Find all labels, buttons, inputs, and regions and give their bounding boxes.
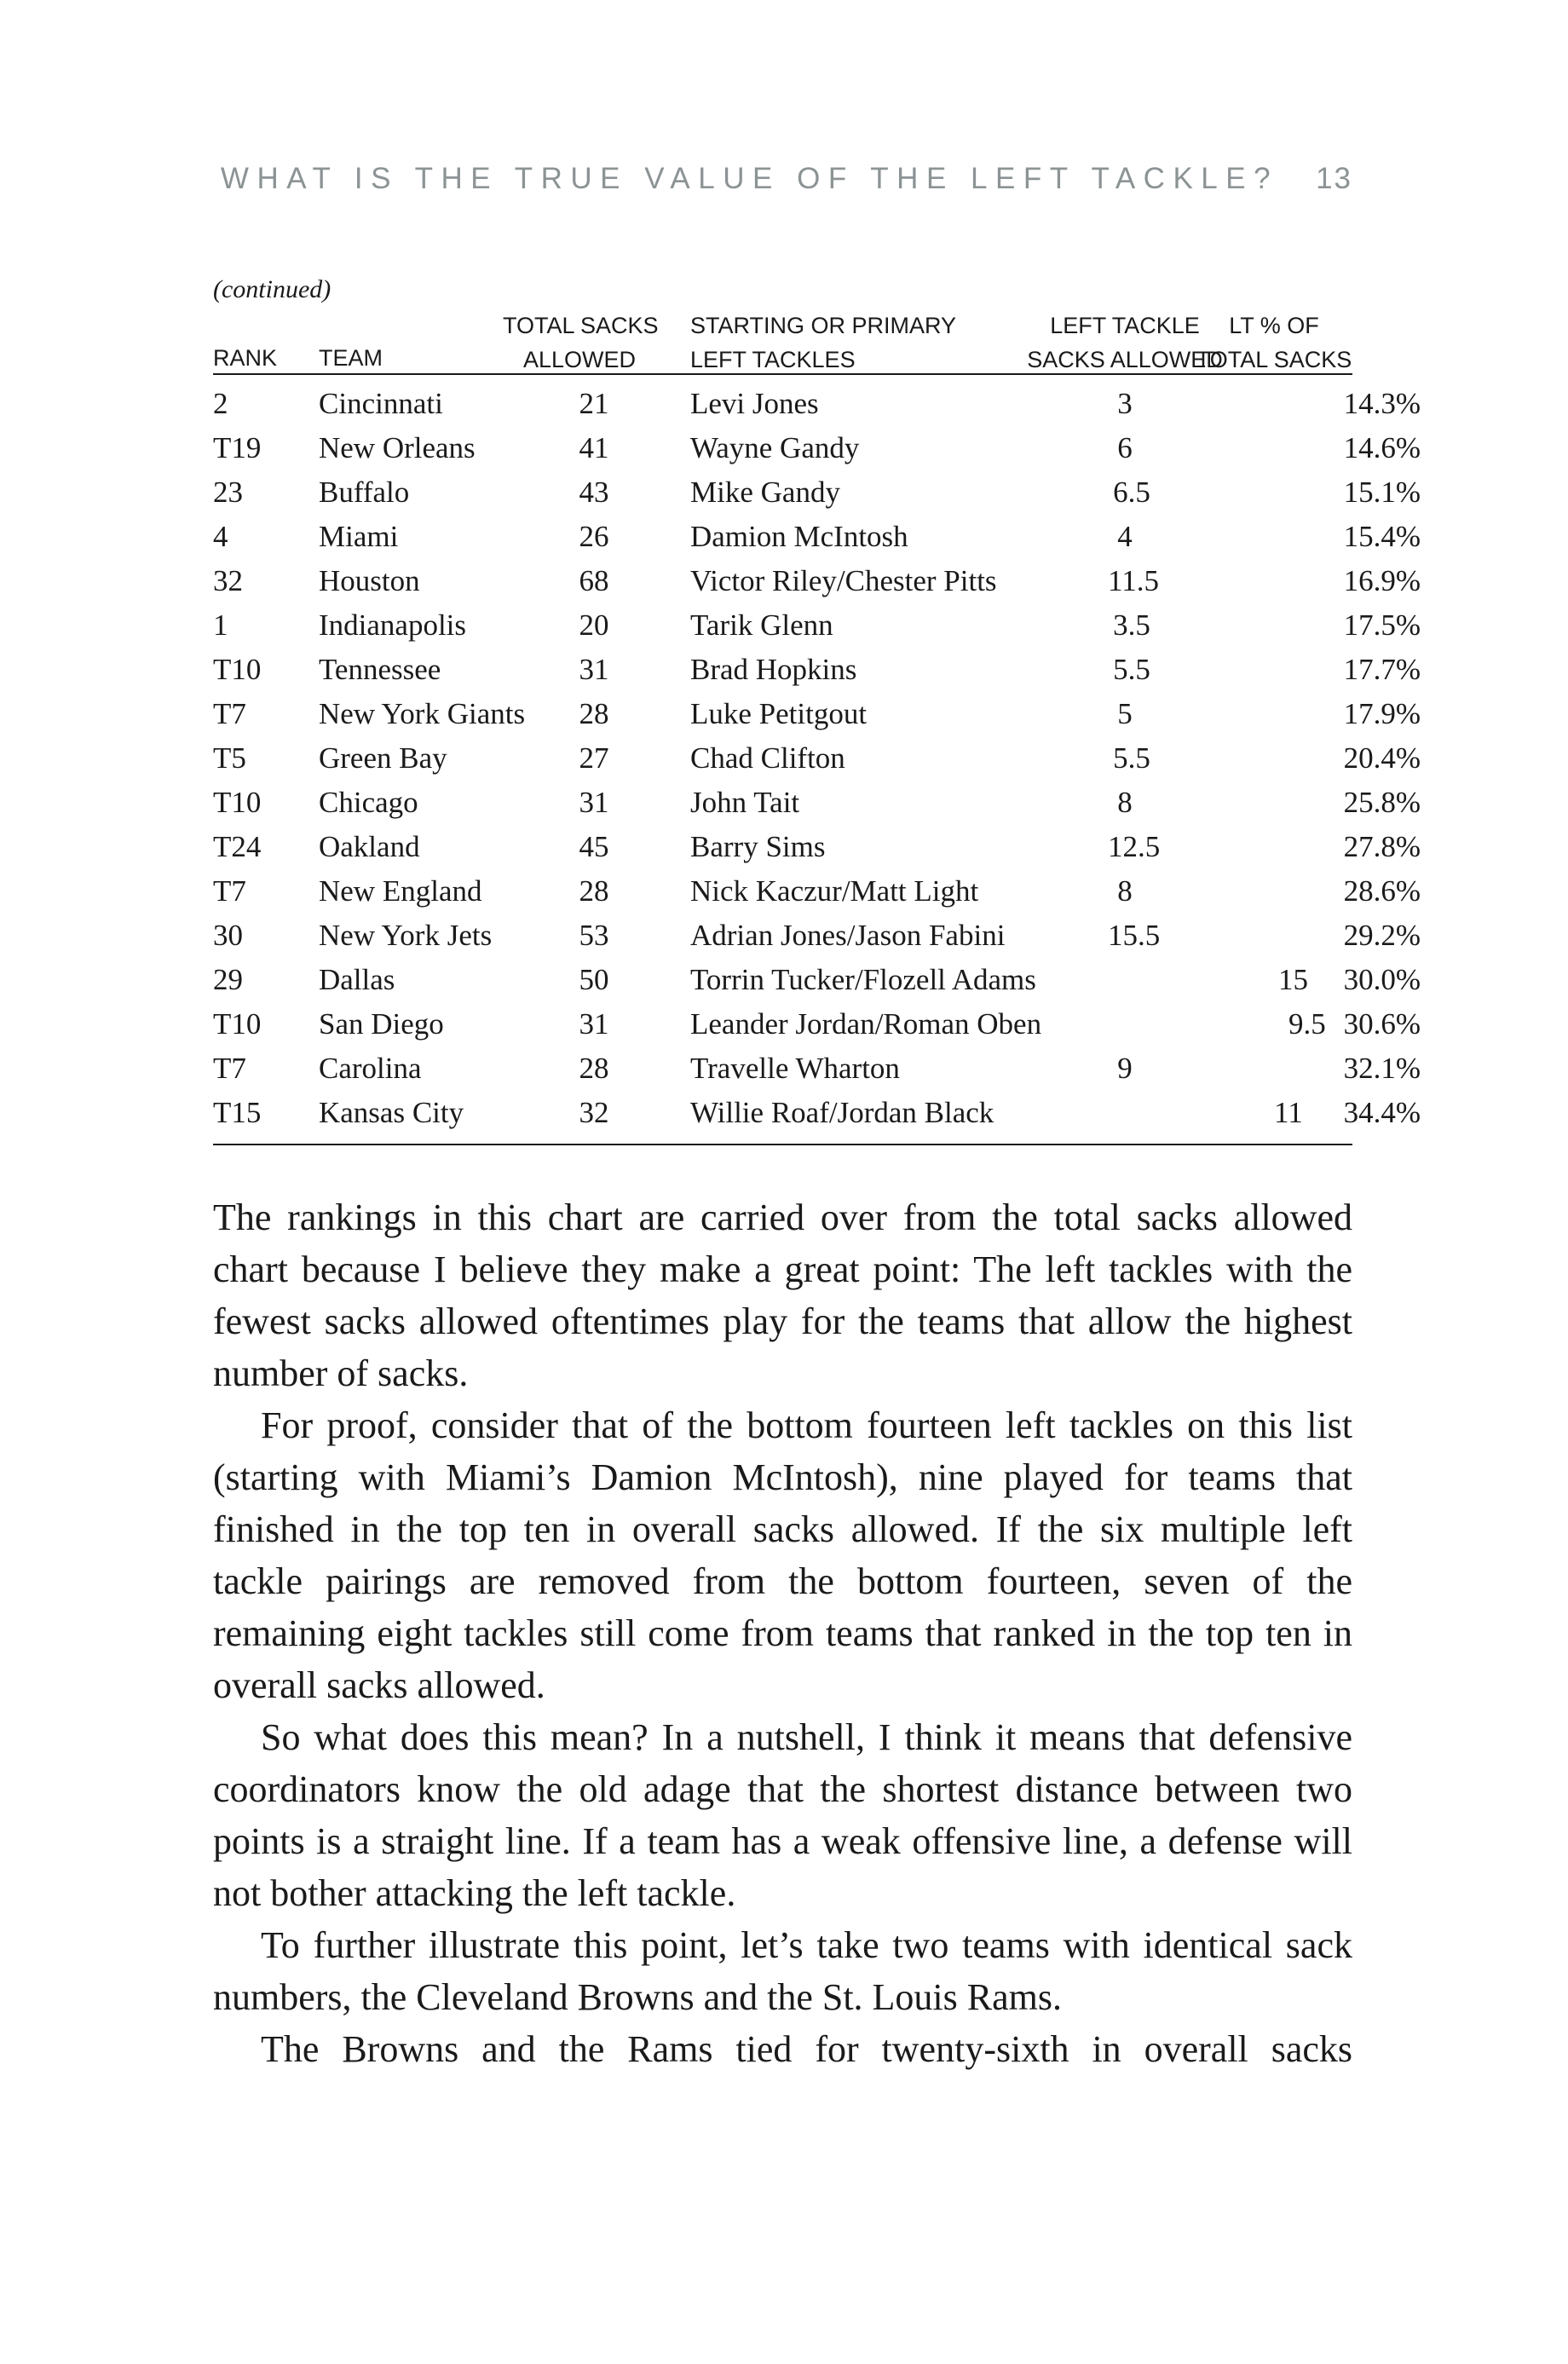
cell-team: Tennessee: [319, 653, 441, 686]
cell-lt-sacks: 8: [1117, 874, 1133, 908]
cell-rank: 29: [213, 963, 243, 996]
cell-total-sacks: 31: [579, 1007, 609, 1041]
cell-lt-pct: 27.8%: [1343, 830, 1421, 863]
cell-lt-pct: 25.8%: [1343, 786, 1421, 819]
cell-team: New York Jets: [319, 919, 493, 952]
cell-lt-sacks: 3: [1117, 387, 1133, 420]
cell-rank: T7: [213, 697, 246, 730]
table-row: [213, 559, 1421, 603]
cell-lt-sacks: 5.5: [1113, 653, 1150, 686]
cell-lt-pct: 14.6%: [1343, 431, 1421, 464]
cell-lt-sacks: 6: [1117, 431, 1133, 464]
cell-rank: 1: [213, 608, 228, 642]
paragraph: To further illustrate this point, let’s take two teams with identical sack numbers, the Cleveland Browns and the St. Louis Rams.: [213, 1924, 1352, 2018]
table-row: [213, 736, 1421, 781]
table-row: [213, 470, 1421, 515]
continued-label: (continued): [213, 275, 331, 303]
cell-total-sacks: 28: [579, 1052, 609, 1085]
table-row: [213, 1047, 1421, 1091]
cell-lt-pct: 30.6%: [1343, 1007, 1421, 1041]
cell-total-sacks: 41: [579, 431, 609, 464]
cell-rank: 4: [213, 520, 228, 553]
cell-lt-sacks: 3.5: [1113, 608, 1150, 642]
cell-lt-sacks: 15: [1278, 963, 1308, 996]
page-number: 13: [1316, 162, 1352, 195]
table-row: [213, 426, 1421, 470]
table-row: [213, 869, 1421, 914]
cell-total-sacks: 68: [579, 564, 609, 597]
table-row: [213, 648, 1421, 692]
table-row: [213, 515, 1421, 559]
header-total-sacks-line1: TOTAL SACKS: [503, 313, 659, 338]
cell-lt-pct: 15.1%: [1343, 476, 1421, 509]
cell-lt-sacks: 11.5: [1108, 564, 1159, 597]
header-left-tackles-line1: STARTING OR PRIMARY: [690, 313, 957, 338]
header-rank: RANK: [213, 345, 278, 371]
table-row: [213, 382, 1421, 426]
cell-lt-sacks: 5.5: [1113, 741, 1150, 775]
cell-left-tackles: Leander Jordan/Roman Oben: [690, 1007, 1042, 1041]
cell-lt-pct: 32.1%: [1343, 1052, 1421, 1085]
cell-left-tackles: Wayne Gandy: [690, 431, 860, 464]
cell-team: Chicago: [319, 786, 418, 819]
table-row: [213, 781, 1421, 825]
header-team: TEAM: [319, 345, 383, 371]
cell-lt-pct: 20.4%: [1343, 741, 1421, 775]
header-total-sacks: [503, 308, 659, 377]
cell-rank: T5: [213, 741, 246, 775]
cell-left-tackles: Mike Gandy: [690, 476, 840, 509]
cell-team: Indianapolis: [319, 608, 467, 642]
cell-lt-sacks: 15.5: [1108, 919, 1161, 952]
cell-left-tackles: Levi Jones: [690, 387, 819, 420]
cell-rank: T10: [213, 653, 262, 686]
cell-total-sacks: 27: [579, 741, 609, 775]
cell-lt-sacks: 12.5: [1108, 830, 1161, 863]
cell-total-sacks: 43: [579, 476, 609, 509]
cell-lt-pct: 34.4%: [1343, 1096, 1421, 1129]
cell-team: New England: [319, 874, 482, 908]
paragraph: For proof, consider that of the bottom fourteen left tackles on this list (starting with Miami’s Damion McIntosh), nine played for teams that finished in the top ten in overall sacks allowed. If the six multiple left tackle pairings are removed from the bottom fourteen, seven of the remaining eight tackles still come from teams that ranked in the top ten in overall sacks allowed.: [213, 1404, 1352, 1706]
cell-total-sacks: 31: [579, 653, 609, 686]
cell-lt-sacks: 8: [1117, 786, 1133, 819]
cell-team: Green Bay: [319, 741, 447, 775]
body-text: [213, 1191, 1352, 2075]
table-row: [213, 1002, 1421, 1047]
cell-lt-pct: 14.3%: [1343, 387, 1421, 420]
paragraph: The rankings in this chart are carried over from the total sacks allowed chart because I believe they make a great point: The left tackles with the fewest sacks allowed oftentimes play for the teams that allow the highest number of sacks.: [213, 1196, 1352, 1394]
running-title: WHAT IS THE TRUE VALUE OF THE LEFT TACKLE?: [220, 162, 1279, 195]
cell-rank: T19: [213, 431, 262, 464]
cell-lt-pct: 17.7%: [1343, 653, 1421, 686]
header-left-tackles-line2: LEFT TACKLES: [690, 347, 856, 372]
cell-rank: 30: [213, 919, 243, 952]
cell-team: New York Giants: [319, 697, 526, 730]
cell-lt-pct: 30.0%: [1343, 963, 1421, 996]
header-lt-sacks-line2: SACKS ALLOWED: [1027, 347, 1223, 372]
cell-team: San Diego: [319, 1007, 444, 1041]
cell-total-sacks: 28: [579, 697, 609, 730]
table-row: [213, 692, 1421, 736]
cell-left-tackles: Victor Riley/Chester Pitts: [690, 564, 997, 597]
cell-lt-sacks: 5: [1117, 697, 1133, 730]
cell-left-tackles: Brad Hopkins: [690, 653, 857, 686]
cell-total-sacks: 32: [579, 1096, 609, 1129]
cell-lt-sacks: 11: [1274, 1096, 1303, 1129]
cell-team: Miami: [319, 520, 399, 553]
cell-rank: 32: [213, 564, 243, 597]
cell-lt-sacks: 6.5: [1113, 476, 1150, 509]
cell-left-tackles: Travelle Wharton: [690, 1052, 900, 1085]
running-head: [213, 162, 1352, 196]
cell-rank: T15: [213, 1096, 262, 1129]
header-lt-pct: [1193, 308, 1355, 377]
cell-lt-pct: 17.9%: [1343, 697, 1421, 730]
cell-team: Buffalo: [319, 476, 410, 509]
cell-lt-pct: 16.9%: [1343, 564, 1421, 597]
cell-total-sacks: 20: [579, 608, 609, 642]
paragraph: So what does this mean? In a nutshell, I think it means that defensive coordinators know the old adage that the shortest distance between two points is a straight line. If a team has a weak offensive line, a defense will not bother attacking the left tackle.: [213, 1716, 1352, 1914]
cell-left-tackles: Chad Clifton: [690, 741, 845, 775]
cell-team: Houston: [319, 564, 420, 597]
header-lt-pct-line2: TOTAL SACKS: [1196, 347, 1352, 372]
cell-lt-pct: 28.6%: [1343, 874, 1421, 908]
cell-left-tackles: Barry Sims: [690, 830, 826, 863]
cell-rank: T24: [213, 830, 262, 863]
cell-lt-pct: 15.4%: [1343, 520, 1421, 553]
table-row: [213, 958, 1421, 1002]
cell-total-sacks: 31: [579, 786, 609, 819]
cell-left-tackles: Torrin Tucker/Flozell Adams: [690, 963, 1036, 996]
table-row: [213, 914, 1421, 958]
cell-total-sacks: 50: [579, 963, 609, 996]
cell-rank: T7: [213, 874, 246, 908]
paragraph: The Browns and the Rams tied for twenty-sixth in overall sacks: [261, 2028, 1352, 2070]
cell-lt-sacks: 9.5: [1288, 1007, 1326, 1041]
cell-total-sacks: 28: [579, 874, 609, 908]
cell-left-tackles: Nick Kaczur/Matt Light: [690, 874, 979, 908]
cell-rank: 2: [213, 387, 228, 420]
cell-left-tackles: Adrian Jones/Jason Fabini: [690, 919, 1006, 952]
sacks-table: [213, 271, 1421, 1145]
table-body: [213, 375, 1421, 1145]
cell-team: Carolina: [319, 1052, 422, 1085]
header-lt-sacks-line1: LEFT TACKLE: [1050, 313, 1200, 338]
cell-lt-pct: 17.5%: [1343, 608, 1421, 642]
table-row: [213, 825, 1421, 869]
cell-team: Dallas: [319, 963, 395, 996]
cell-total-sacks: 21: [579, 387, 609, 420]
cell-team: Cincinnati: [319, 387, 443, 420]
cell-team: Oakland: [319, 830, 420, 863]
table-row: [213, 1091, 1421, 1135]
cell-rank: 23: [213, 476, 243, 509]
cell-total-sacks: 53: [579, 919, 609, 952]
cell-left-tackles: John Tait: [690, 786, 800, 819]
table-header: [213, 308, 1352, 375]
cell-lt-sacks: 4: [1117, 520, 1133, 553]
cell-total-sacks: 26: [579, 520, 609, 553]
cell-lt-sacks: 9: [1117, 1052, 1133, 1085]
cell-team: New Orleans: [319, 431, 476, 464]
cell-rank: T7: [213, 1052, 246, 1085]
header-left-tackles: [690, 308, 956, 377]
cell-rank: T10: [213, 786, 262, 819]
cell-left-tackles: Luke Petitgout: [690, 697, 868, 730]
table-row: [213, 603, 1421, 648]
cell-left-tackles: Damion McIntosh: [690, 520, 908, 553]
cell-left-tackles: Willie Roaf/Jordan Black: [690, 1096, 994, 1129]
cell-left-tackles: Tarik Glenn: [690, 608, 833, 642]
cell-total-sacks: 45: [579, 830, 609, 863]
header-lt-pct-line1: LT % OF: [1229, 313, 1319, 338]
cell-lt-pct: 29.2%: [1343, 919, 1421, 952]
cell-team: Kansas City: [319, 1096, 464, 1129]
cell-rank: T10: [213, 1007, 262, 1041]
header-total-sacks-line2: ALLOWED: [522, 347, 637, 372]
